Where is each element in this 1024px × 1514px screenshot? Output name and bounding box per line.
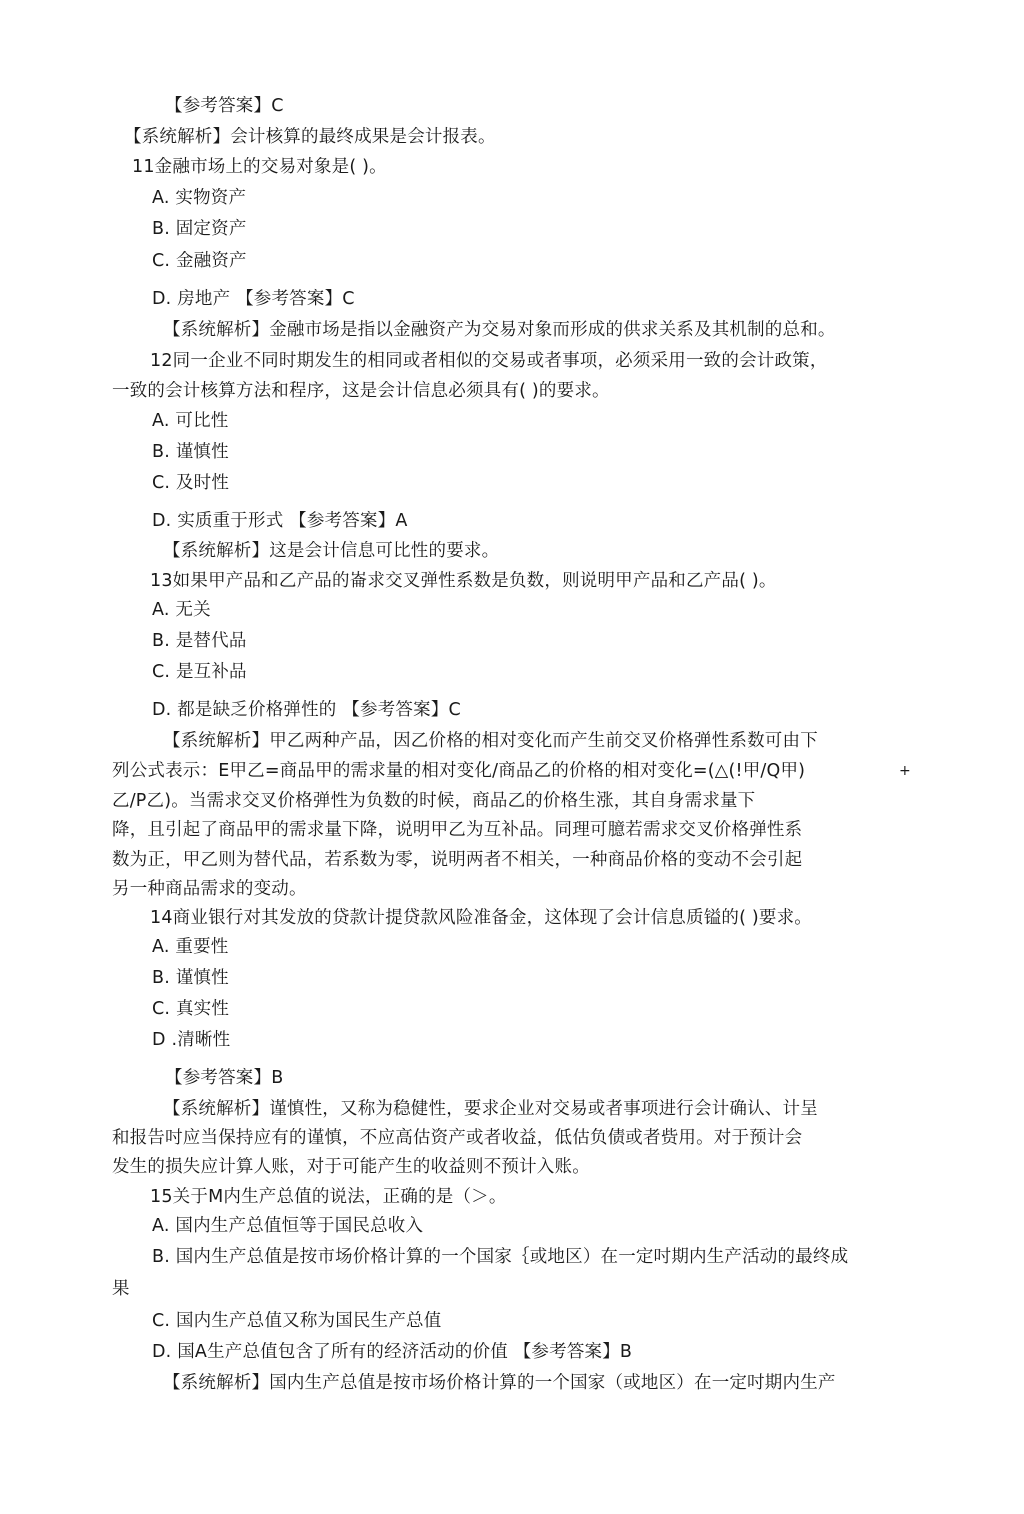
option-line: C. 金融资产: [152, 251, 247, 271]
option-line: D. 实质重于形式 【参考答案】A: [152, 511, 408, 531]
option-line: A. 无关: [152, 600, 211, 620]
analysis-line: 降，且引起了商品甲的需求量下降，说明甲乙为互补品。同理可臆若需求交叉价格弹性系: [112, 820, 803, 840]
analysis-line: 另一种商品需求的变动。: [112, 879, 307, 899]
analysis-line: 【系统解析】谨慎性，又称为稳健性，要求企业对交易或者事项进行会计确认、计呈: [163, 1099, 818, 1119]
analysis-line: 【系统解析】会计核算的最终成果是会计报表。: [124, 127, 496, 147]
analysis-line: 【系统解析】金融市场是指以金融资产为交易对象而形成的供求关系及其机制的总和。: [163, 320, 836, 340]
question-line: 14商业银行对其发放的贷款计提贷款风险准备金，这体现了会计信息质镒的( )要求。: [150, 908, 812, 928]
option-line: B. 固定资产: [152, 219, 247, 239]
option-line: D. 国A生产总值包含了所有的经济活动的价值 【参考答案】B: [152, 1342, 633, 1362]
analysis-line: 发生的损失应计算人账，对于可能产生的收益则不预计入账。: [112, 1157, 590, 1177]
question-line: 13如果甲产品和乙产品的崙求交叉弹性系数是负数，则说明甲产品和乙产品( )。: [150, 571, 777, 591]
option-line: A. 可比性: [152, 411, 229, 431]
plus-sign: +: [899, 763, 911, 779]
option-line: C. 国内生产总值又称为国民生产总值: [152, 1311, 442, 1331]
question-line: 11金融市场上的交易对象是( )。: [132, 157, 387, 177]
analysis-line: 数为正，甲乙则为替代品，若系数为零，说明两者不相关，一种商品价格的变动不会引起: [112, 850, 803, 870]
question-line: 15关于M内生产总值的说法，正确的是（＞。: [150, 1187, 507, 1207]
option-line: D. 都是缺乏价格弹性的 【参考答案】C: [152, 700, 461, 720]
question-line: 12同一企业不同时期发生的相同或者相似的交易或者事项，必须采用一致的会计政策，: [150, 351, 828, 371]
analysis-line: 【系统解析】甲乙两种产品，因乙价格的相对变化而产生前交叉价格弹性系数可由下: [163, 731, 818, 751]
option-line: A. 重要性: [152, 937, 229, 957]
option-line: A. 国内生产总值恒等于国民总收入: [152, 1216, 424, 1236]
option-line: C. 及时性: [152, 473, 230, 493]
option-line: D. 房地产 【参考答案】C: [152, 289, 355, 309]
analysis-line: 列公式表示：E甲乙=商品甲的需求量的相对变化/商品乙的价格的相对变化=(△(!甲/Q甲): [112, 761, 806, 781]
option-line: B. 谨慎性: [152, 442, 229, 462]
option-line: C. 是互补品: [152, 662, 247, 682]
analysis-line: 【系统解析】国内生产总值是按市场价格计算的一个国家（或地区）在一定吋期内生产: [163, 1373, 836, 1393]
question-line: 一致的会计核算方法和程序，这是会计信息必须具有( )的要求。: [112, 381, 610, 401]
analysis-line: 乙/P乙)。当需求交叉价格弹性为负数的时候，商品乙的价格生涨，其自身需求量下: [112, 791, 756, 811]
answer-line: 【参考答案】C: [165, 96, 284, 116]
option-line: B. 是替代品: [152, 631, 247, 651]
answer-line: 【参考答案】B: [165, 1068, 284, 1088]
option-line: D .清晰性: [152, 1030, 231, 1050]
option-line: 果: [112, 1279, 130, 1299]
option-line: C. 真实性: [152, 999, 230, 1019]
option-line: B. 国内生产总值是按市场价格计算的一个国家｛或地区）在一定吋期内生产活动的最终成: [152, 1247, 849, 1267]
analysis-line: 【系统解析】这是会计信息可比性的要求。: [163, 541, 500, 561]
option-line: B. 谨慎性: [152, 968, 229, 988]
analysis-line: 和报告吋应当保持应有的谨慎，不应高估资产或者收益，低估负债或者赀用。对于预计会: [112, 1128, 803, 1148]
option-line: A. 实物资产: [152, 188, 247, 208]
